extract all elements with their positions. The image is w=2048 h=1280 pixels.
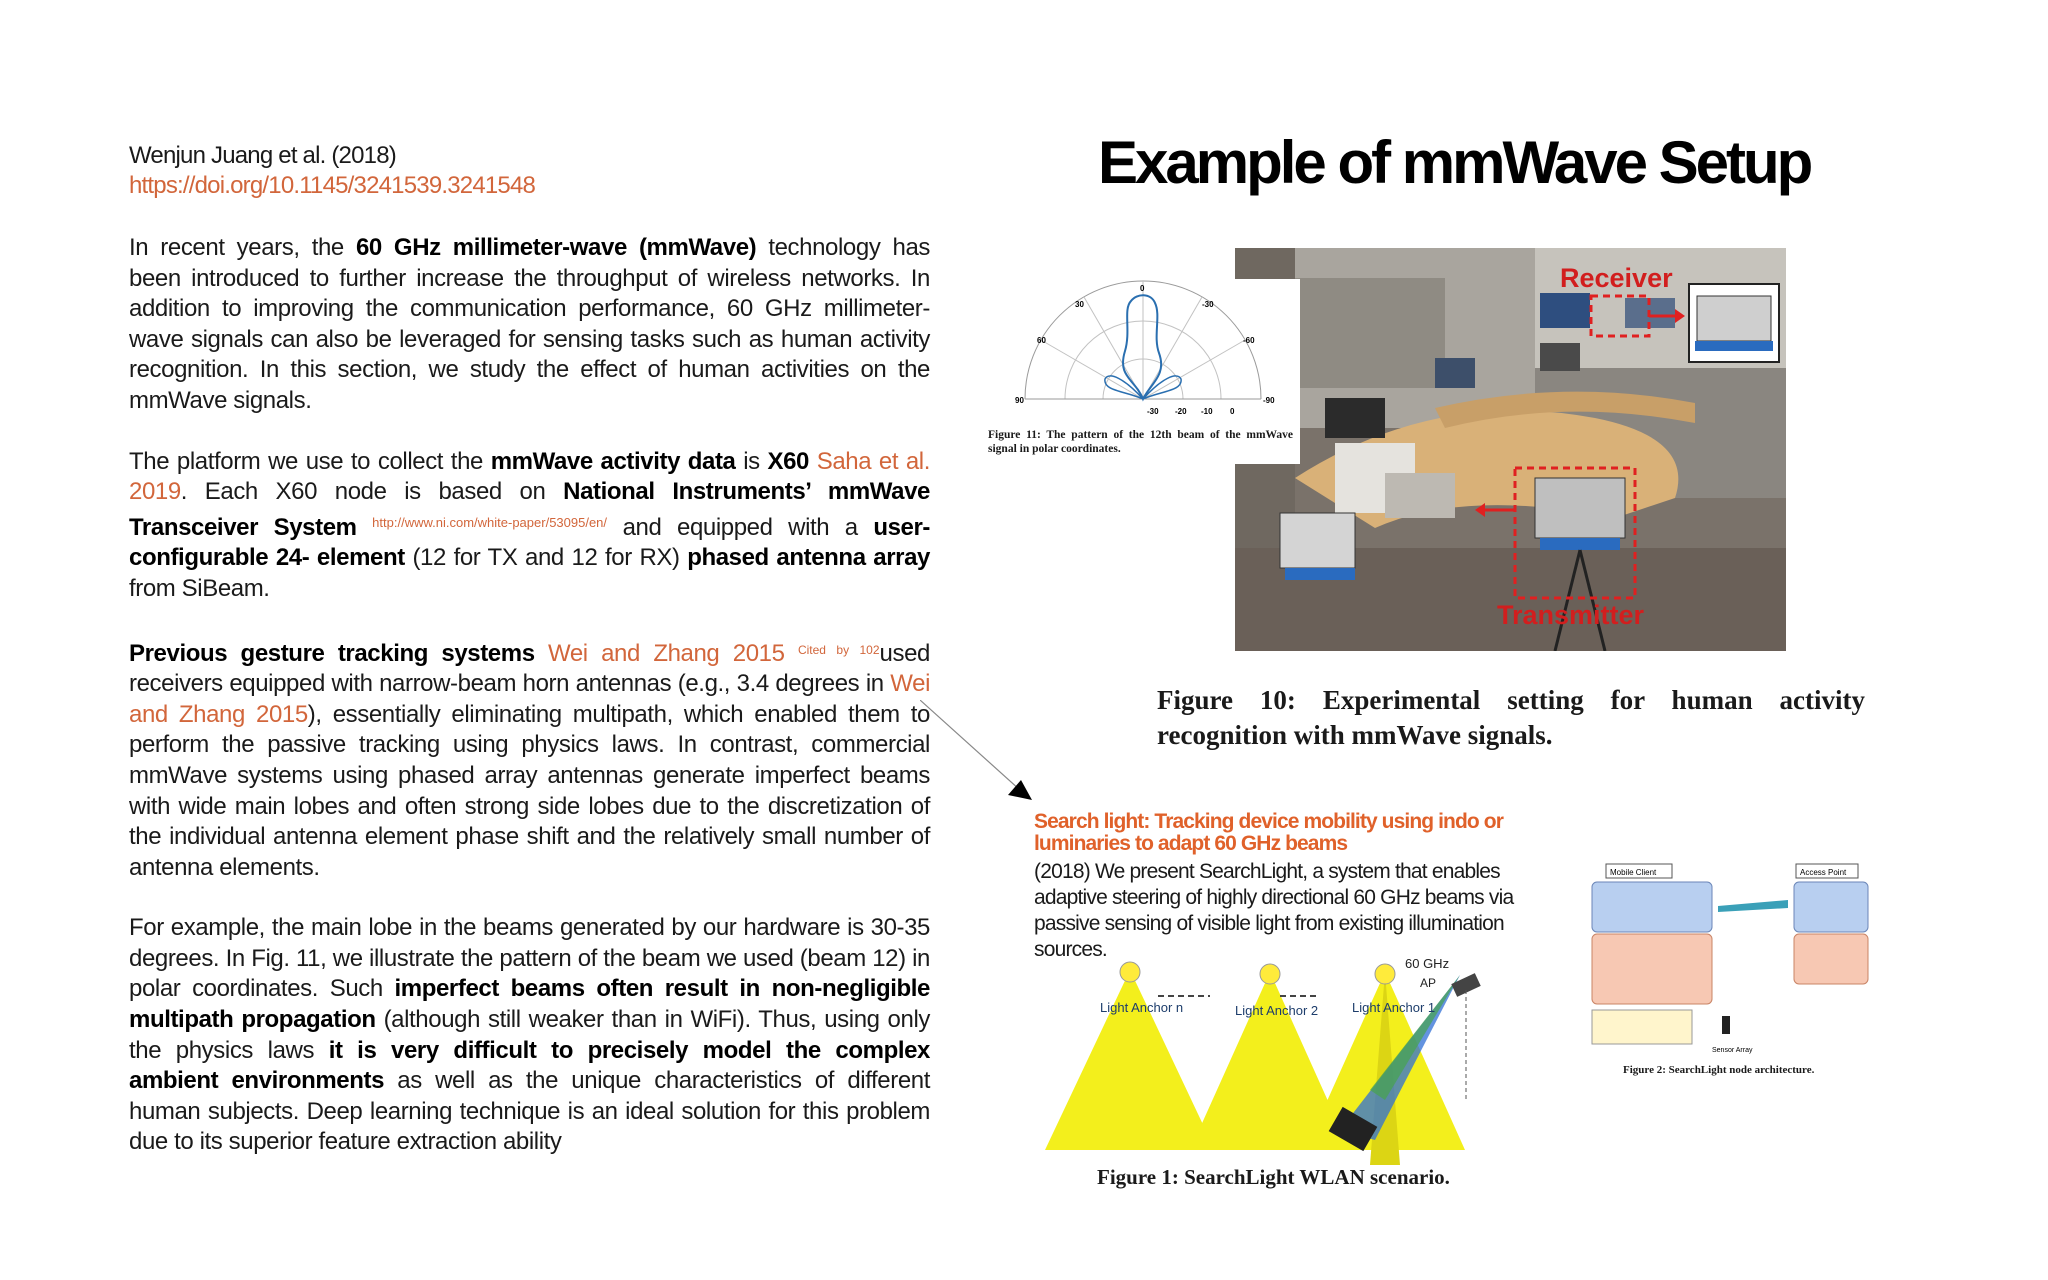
polar-radial-tick-3: -10 bbox=[1201, 407, 1213, 416]
polar-radial-tick-4: 0 bbox=[1230, 407, 1235, 416]
slide-title: Example of mmWave Setup bbox=[1098, 129, 1811, 196]
polar-tick-90: 90 bbox=[1015, 396, 1024, 405]
ghz-label: 60 GHz bbox=[1405, 956, 1450, 971]
figure-2-caption: Figure 2: SearchLight node architecture. bbox=[1623, 1064, 1815, 1076]
light-anchor-1-label: Light Anchor 1 bbox=[1352, 1000, 1436, 1015]
searchlight-wlan-scenario bbox=[1040, 950, 1540, 1165]
transmitter-label: Transmitter bbox=[1497, 600, 1645, 630]
polar-tick-neg60: -60 bbox=[1243, 336, 1255, 345]
polar-tick-neg90: -90 bbox=[1263, 396, 1275, 405]
citation-author: Wenjun Juang et al. (2018) bbox=[129, 142, 396, 169]
wei-zhang-link[interactable]: Wei and Zhang 2015 bbox=[548, 639, 785, 667]
searchlight-architecture-diagram bbox=[1582, 862, 1872, 1062]
doi-link[interactable]: https://doi.org/10.1145/3241539.3241548 bbox=[129, 172, 536, 199]
polar-radial-tick-1: -30 bbox=[1147, 407, 1159, 416]
paragraph-gesture-tracking: Previous gesture tracking systems Wei and Zhang 2015 $^{Cited by 102}$used receivers equipped with narrow-beam horn antennas (e.g., 3.4 degrees in Wei and Zhang 2015), essentially eliminating multipath, which enabled them to perform the passive tracking using physics laws. In contrast, commercial mmWave systems using phased array antennas generate imperfect beams with wide main lobes and often strong side lobes due to the discretization of the individual antenna element phase shift and the relatively small number of antenna elements. bbox=[129, 639, 930, 881]
searchlight-abstract: (2018) We present SearchLight, a system that enables adaptive steering of highly directional 60 GHz beams via passive sensing of visible light from existing illumination sources. bbox=[1034, 860, 1514, 961]
sensor-array-label: Sensor Array bbox=[1712, 1047, 1753, 1054]
polar-radial-tick-2: -20 bbox=[1175, 407, 1187, 416]
light-anchor-2-label: Light Anchor 2 bbox=[1235, 1003, 1319, 1018]
saha-link[interactable]: Saha et al. 2019 bbox=[129, 447, 930, 506]
receiver-label: Receiver bbox=[1560, 263, 1673, 293]
light-anchor-n-label: Light Anchor n bbox=[1100, 1000, 1184, 1015]
polar-tick-60: 60 bbox=[1037, 336, 1046, 345]
experiment-room-photo bbox=[1235, 248, 1786, 651]
polar-tick-neg30: -30 bbox=[1202, 300, 1214, 309]
searchlight-paper-title[interactable]: Search light: Tracking device mobility using indo or luminaries to adapt 60 GHz beams bbox=[1034, 810, 1503, 855]
mobile-client-label: Mobile Client bbox=[1610, 868, 1657, 877]
article-text-column bbox=[129, 141, 930, 1158]
figure-11-caption: Figure 11: The pattern of the 12th beam of the mmWave signal in polar coordinates. bbox=[988, 429, 1293, 455]
polar-tick-0: 0 bbox=[1140, 284, 1145, 293]
paragraph-main-lobe: For example, the main lobe in the beams generated by our hardware is 30-35 degrees. In Fig. 11, we illustrate the pattern of the beam we used (beam 12) in polar coordinates. Such imperfect beams often result in non-negligible multipath propagation (although still weaker than in WiFi). Thus, using only the physics laws it is very difficult to precisely model the complex ambient environments as well as the unique characteristics of different human subjects. Deep learning technique is an ideal solution for this problem due to its superior feature extraction ability bbox=[129, 914, 931, 1156]
polar-tick-30: 30 bbox=[1075, 300, 1084, 309]
ap-label: AP bbox=[1420, 976, 1437, 990]
ni-url-link[interactable]: http://www.ni.com/white-paper/53095/en/ bbox=[372, 514, 608, 530]
wei-zhang-link-2[interactable]: Wei and Zhang 2015 bbox=[129, 670, 930, 728]
cited-by-badge[interactable]: Cited by 102 bbox=[797, 642, 880, 657]
figure-10-caption: Figure 10: Experimental setting for human activity recognition with mmWave signals. bbox=[1157, 685, 1865, 750]
access-point-label: Access Point bbox=[1800, 868, 1847, 877]
figure-1-caption: Figure 1: SearchLight WLAN scenario. bbox=[1097, 1165, 1450, 1189]
pointer-arrow bbox=[920, 700, 1040, 810]
paragraph-platform: The platform we use to collect the mmWave activity data is X60 Saha et al. 2019. Each X60 node is based on National Instruments’ mmWave Transceiver System $^{http://www.ni.com/white-paper/53095/en/}$ and equipped with a user-configurable 24- element (12 for TX and 12 for RX) phased antenna array from SiBeam. bbox=[129, 447, 931, 602]
paragraph-intro: In recent years, the 60 GHz millimeter-wave (mmWave) technology has been introduced to further increase the throughput of wireless networks. In addition to improving the communication performance, 60 GHz millimeter-wave signals can also be leveraged for sensing tasks such as human activity recognition. In this section, we study the effect of human activities on the mmWave signals. bbox=[129, 234, 930, 414]
polar-beam-pattern bbox=[985, 279, 1300, 429]
